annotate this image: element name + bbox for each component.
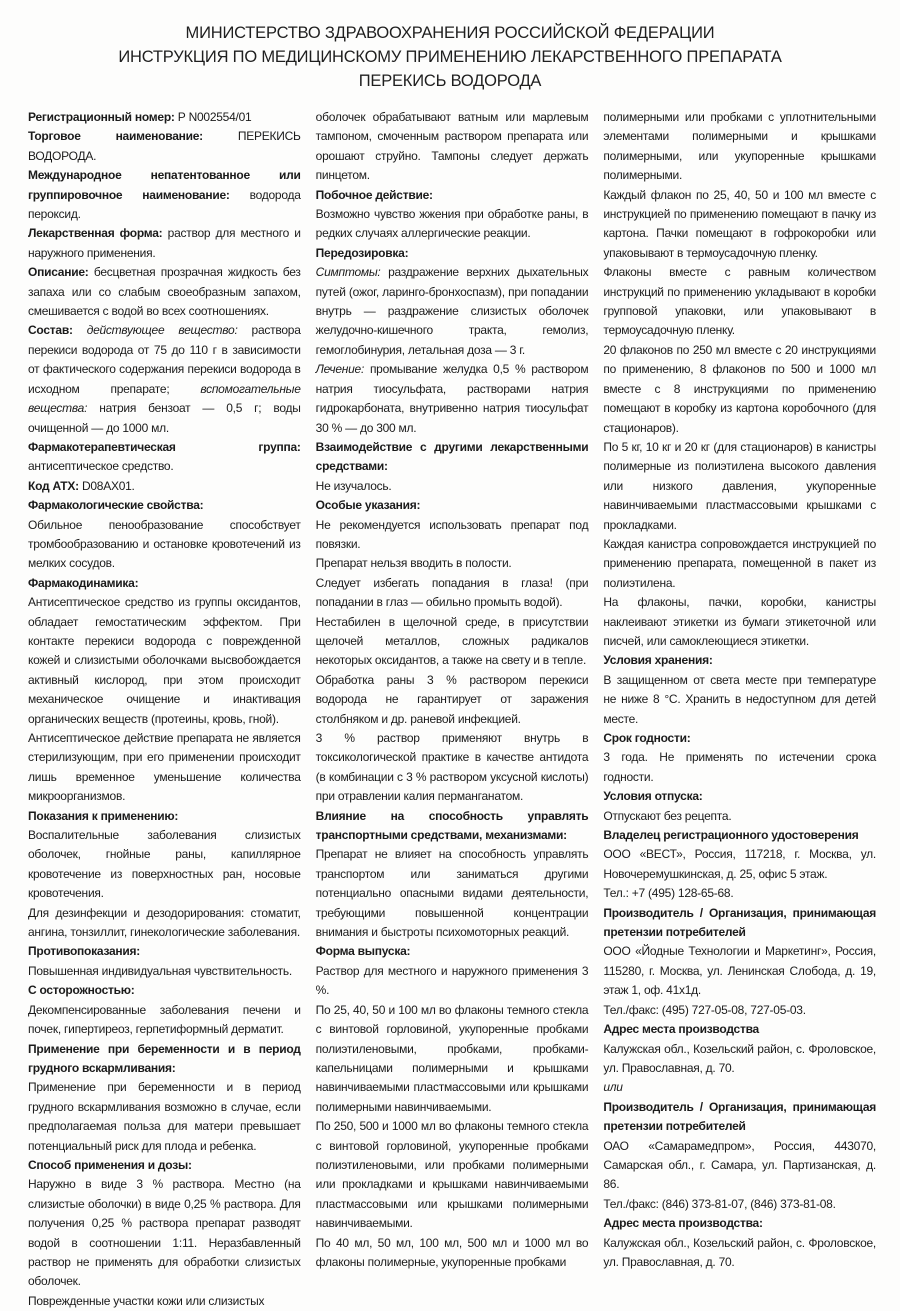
text-run: Флаконы вместе с равным количеством инструкций по применению укладывают в коробки групповой упаковки, или упаковывают в термоусадочную пленку. [603,265,877,338]
text-run: ПЕРЕКИСЬ ВОДОРОДА. [28,129,301,163]
paragraph [603,904,876,943]
text-run: D08AX01. [81,478,135,493]
section-label: Регистрационный номер: [28,110,178,124]
paragraph [28,1001,301,1040]
text-run: вспомогательные вещества: [28,381,301,416]
paragraph [316,962,589,1001]
paragraph [316,1234,589,1273]
text-run: По 25, 40, 50 и 100 мл во флаконы темного стекла с винтовой горловиной, укупоренные пробками полиэтиленовыми, пробками, пробками-капельницами полимерными и крышками навинчиваемыми пластмассовыми или крышками полимерными навинчиваемыми. [315,1002,589,1114]
paragraph [316,360,589,438]
document-header [0,0,900,93]
paragraph [316,574,589,613]
paragraph [603,671,876,729]
section-label: Применение при беременности и в период грудного вскармливания: [28,1041,301,1075]
paragraph [316,729,589,807]
paragraph [603,263,876,341]
paragraph [603,1234,876,1273]
paragraph [316,516,589,555]
text-run: Тел./факс: (495) 727-05-08, 727-05-03. [603,1002,806,1017]
paragraph [28,807,301,826]
section-label: Описание: [28,265,94,280]
paragraph [603,1040,876,1079]
text-run: оболочек обрабатывают ватным или марлевым тампоном, смоченным раствором препарата или орошают струйно. Тампоны следует держать пинцетом. [315,110,589,183]
text-run: Наружно в виде 3 % раствора. Местно (на слизистые оболочки) в виде 0,25 % раствора. Для получения 0,25 % раствора препарат разводят водой в соотношении 1:11. Неразбавленный раствор не применять для обработки слизистых оболочек. [28,1177,301,1289]
section-label: Адрес места производства [603,1022,759,1037]
paragraph [603,438,876,535]
section-label: Особые указания: [315,498,421,513]
text-run: ООО «ВЕСТ», Россия, 117218, г. Москва, ул. Новочеремушкинская, д. 25, офис 5 этаж. [603,847,877,881]
paragraph [316,263,589,360]
section-label: Передозировка: [315,245,409,260]
paragraph [28,1078,301,1156]
header-line-ministry: МИНИСТЕРСТВО ЗДРАВООХРАНЕНИЯ РОССИЙСКОЙ ФЕДЕРАЦИИ [185,24,715,42]
paragraph [603,942,876,1000]
text-run: Калужская обл., Козельский район, с. Фроловское, ул. Православная, д. 70. [603,1235,877,1269]
paragraph [28,826,301,904]
paragraph [28,1040,301,1079]
text-run: 3 % раствор применяют внутрь в токсикологической практике в качестве антидота (в комбинации с 3 % раствором уксусной кислоты) при отравлении калия перманганатом. [315,731,589,804]
paragraph [28,904,301,943]
section-label: Производитель / Организация, принимающая претензии потребителей [603,1099,877,1134]
column-3 [603,108,876,1311]
section-label: Торговое наименование: [28,129,238,144]
text-run: Декомпенсированные заболевания печени и почек, гипертиреоз, герпетиформный дерматит. [28,1002,301,1037]
paragraph [603,1020,876,1039]
text-run: или [603,1080,623,1095]
text-run: Р N002554/01 [177,110,252,124]
section-label: Состав: [28,323,87,338]
section-label: Противопоказания: [28,944,141,959]
text-run: На флаконы, пачки, коробки, канистры наклеивают этикетки из бумаги этикеточной или писчей, или самоклеющиеся этикетки. [603,595,877,648]
paragraph [316,205,589,244]
paragraph [316,186,589,205]
text-run: 20 флаконов по 250 мл вместе с 20 инструкциями по применению, 8 флаконов по 500 и 1000 мл вместе с 8 инструкциями по применению помещают в коробку из картона коробочного (для стационаров). [603,342,877,435]
paragraph [28,516,301,574]
text-run: раздражение верхних дыхательных путей (ожог, ларинго-бронхоспазм), при попадании внутрь — раздражение слизистых оболочек желудочно-кишечного тракта, гемолиз, гемоглобинурия, летальная доза — 3 г. [315,265,589,357]
text-run: Антисептическое действие препарата не является стерилизующим, при его применении происходит лишь временное уменьшение количества микроорганизмов. [28,731,301,804]
column-1 [28,108,301,1311]
paragraph [28,942,301,961]
text-run: В защищенном от света месте при температуре не ниже 8 °С. Хранить в недоступном для детей месте. [603,672,877,726]
paragraph [603,535,876,593]
paragraph [603,1214,876,1233]
paragraph [316,807,589,846]
paragraph [603,108,876,186]
paragraph [603,845,876,884]
section-label: Условия отпуска: [603,789,703,804]
section-label: Взаимодействие с другими лекарственными средствами: [315,439,589,474]
text-run: Раствор для местного и наружного применения 3 %. [315,963,589,998]
text-run: Калужская обл., Козельский район, с. Фроловское, ул. Православная, д. 70. [603,1041,877,1075]
section-label: Способ применения и дозы: [28,1157,192,1172]
section-label: С осторожностью: [28,983,135,998]
paragraph [603,1137,876,1195]
text-run: Обильное пенообразование способствует тромбообразованию и остановке кровотечений из мелких сосудов. [28,517,301,571]
text-run: ООО «Йодные Технологии и Маркетинг», Россия, 115280, г. Москва, ул. Ленинская Слобода, д. 19, этаж 1, оф. 41х1д. [603,944,877,998]
paragraph [316,845,589,942]
section-label: Фармакотерапевтическая группа: [28,439,301,454]
paragraph [316,477,589,496]
text-run: Поврежденные участки кожи или слизистых [28,1293,265,1308]
text-run: бесцветная прозрачная жидкость без запаха или со слабым своеобразным запахом, смешивается с водой во всех соотношениях. [28,265,301,319]
text-run: По 40 мл, 50 мл, 100 мл, 500 мл и 1000 мл во флаконы полимерные, укупоренные пробками [315,1235,589,1269]
paragraph [28,593,301,729]
text-run: Симптомы: [315,265,389,280]
text-run: Следует избегать попадания в глаза! (при попадании в глаз — обильно промыть водой). [315,575,589,610]
text-run: Для дезинфекции и дезодорирования: стоматит, ангина, тонзиллит, гинекологические заболевания. [28,905,301,940]
text-run: По 5 кг, 10 кг и 20 кг (для стационаров) в канистры полимерные из полиэтилена высокого давления или низкого давления, укупоренные навинчиваемыми пластмассовыми крышками с прокладками. [603,439,877,532]
text-run: действующее вещество: [86,323,252,338]
section-label: Побочное действие: [315,187,433,202]
paragraph [28,477,301,496]
paragraph [28,108,301,127]
paragraph [603,593,876,651]
paragraph [316,613,589,671]
text-run: антисептическое средство. [28,459,174,474]
section-label: Условия хранения: [603,653,713,668]
paragraph [28,574,301,593]
text-run: Не изучалось. [315,478,392,493]
text-run: промывание желудка 0,5 % раствором натрия тиосульфата, растворами натрия гидрокарбоната, внутривенно натрия тиосульфат 30 % — до 300 мл. [315,362,589,435]
paragraph [28,1292,301,1311]
paragraph [316,108,589,186]
paragraph [28,1175,301,1291]
paragraph [316,244,589,263]
paragraph [603,729,876,748]
text-run: натрия бензоат — 0,5 г; воды очищенной — до 1000 мл. [28,401,301,435]
text-run: раствора перекиси водорода от 75 до 110 г в зависимости от фактического содержания перекиси водорода в исходном препарате; [28,323,301,396]
section-label: Влияние на способность управлять транспортными средствами, механизмами: [315,808,589,843]
paragraph [316,1117,589,1233]
paragraph [28,263,301,321]
text-run: Не рекомендуется использовать препарат под повязки. [315,517,589,551]
paragraph [316,496,589,515]
text-run: По 250, 500 и 1000 мл во флаконы темного стекла с винтовой горловиной, укупоренные пробками полиэтиленовыми, или пробками полимерными или прокладками и крышками навинчиваемыми пластмассовыми или крышками полимерными навинчиваемыми. [315,1119,589,1231]
text-run: Каждая канистра сопровождается инструкцией по применению препарата, помещенной в пакет из полиэтилена. [603,536,877,590]
section-label: Адрес места производства: [603,1216,763,1231]
paragraph [603,1078,876,1097]
text-run: Препарат нельзя вводить в полости. [315,556,512,571]
paragraph [28,729,301,807]
section-label: Фармакодинамика: [28,575,139,590]
paragraph [316,942,589,961]
text-run: полимерными или пробками с уплотнительными элементами полимерными и крышками полимерными, или укупоренные крышками полимерными. [603,110,877,183]
paragraph [603,1098,876,1137]
paragraph [316,554,589,573]
text-run: ОАО «Самарамедпром», Россия, 443070, Самарская обл., г. Самара, ул. Партизанская, д. 86. [603,1138,877,1192]
text-run: Применение при беременности и в период грудного вскармливания возможно в случае, если предполагаемая польза для матери превышает потенциальный риск для плода и ребенка. [28,1080,301,1153]
text-run: 3 года. Не применять по истечении срока годности. [603,750,877,784]
paragraph [28,496,301,515]
text-run: Воспалительные заболевания слизистых оболочек, гнойные раны, капиллярное кровотечение из поверхностных ран, носовые кровотечения. [28,828,301,901]
paragraph [316,671,589,729]
section-label: Лекарственная форма: [28,226,168,241]
text-run: Препарат не влияет на способность управлять транспортом или заниматься другими потенциально опасными видами деятельности, требующими повышенной концентрации внимания и быстроты психомоторных реакций. [315,847,589,940]
paragraph [603,341,876,438]
paragraph [316,1001,589,1117]
text-run: Возможно чувство жжения при обработке раны, в редких случаях аллергические реакции. [315,207,589,241]
paragraph [603,1195,876,1214]
text-run: Нестабилен в щелочной среде, в присутствии щелочей металлов, сложных радикалов некоторых оксидантов, а также на свету и в тепле. [315,614,589,668]
text-run: раствор для местного и наружного применения. [28,226,301,260]
text-run: Тел.: +7 (495) 128-65-68. [603,886,734,901]
section-label: Владелец регистрационного удостоверения [603,828,859,843]
section-label: Срок годности: [603,731,691,745]
paragraph [28,438,301,477]
section-label: Показания к применению: [28,808,179,823]
header-line-drug-name: ПЕРЕКИСЬ ВОДОРОДА [358,72,542,90]
paragraph [28,166,301,224]
paragraph [603,826,876,845]
section-label: Форма выпуска: [315,944,411,959]
paragraph [28,127,301,166]
paragraph [28,224,301,263]
text-run: Лечение: [315,362,370,377]
text-run: водорода пероксид. [28,187,301,222]
text-run: Каждый флакон по 25, 40, 50 и 100 мл вместе с инструкцией по применению помещают в пачку из картона. Пачки помещают в гофрокоробки или упаковывают в термоусадочную пленку. [603,187,877,260]
text-columns [0,93,900,1311]
section-label: Фармакологические свойства: [28,498,204,513]
section-label: Код АТХ: [28,478,82,493]
paragraph [603,186,876,264]
column-2 [316,108,589,1311]
paragraph [316,438,589,477]
text-run: Повышенная индивидуальная чувствительность. [28,963,292,978]
paragraph [28,981,301,1000]
paragraph [603,807,876,826]
text-run: Обработка раны 3 % раствором перекиси водорода не гарантирует от заражения столбняком и др. раневой инфекцией. [315,672,589,726]
paragraph [28,962,301,981]
paragraph [603,787,876,806]
paragraph [603,884,876,903]
section-label: Производитель / Организация, принимающая претензии потребителей [603,905,877,940]
paragraph [603,1001,876,1020]
paragraph [28,321,301,437]
paragraph [603,748,876,787]
paragraph [28,1156,301,1175]
section-label: Международное непатентованное или группировочное наименование: [28,168,301,202]
text-run: Отпускают без рецепта. [603,808,732,823]
header-line-instruction: ИНСТРУКЦИЯ ПО МЕДИЦИНСКОМУ ПРИМЕНЕНИЮ ЛЕКАРСТВЕННОГО ПРЕПАРАТА [118,48,782,66]
paragraph [603,651,876,670]
text-run: Антисептическое средство из группы оксидантов, обладает гемостатическим эффектом. При контакте перекиси водорода с поврежденной кожей и слизистыми оболочками высвобождается активный кислород, при этом происходит механическое очищение и инактивация органических веществ (протеины, кровь, гной). [28,595,301,726]
text-run: Тел./факс: (846) 373-81-07, (846) 373-81-08. [603,1196,836,1211]
